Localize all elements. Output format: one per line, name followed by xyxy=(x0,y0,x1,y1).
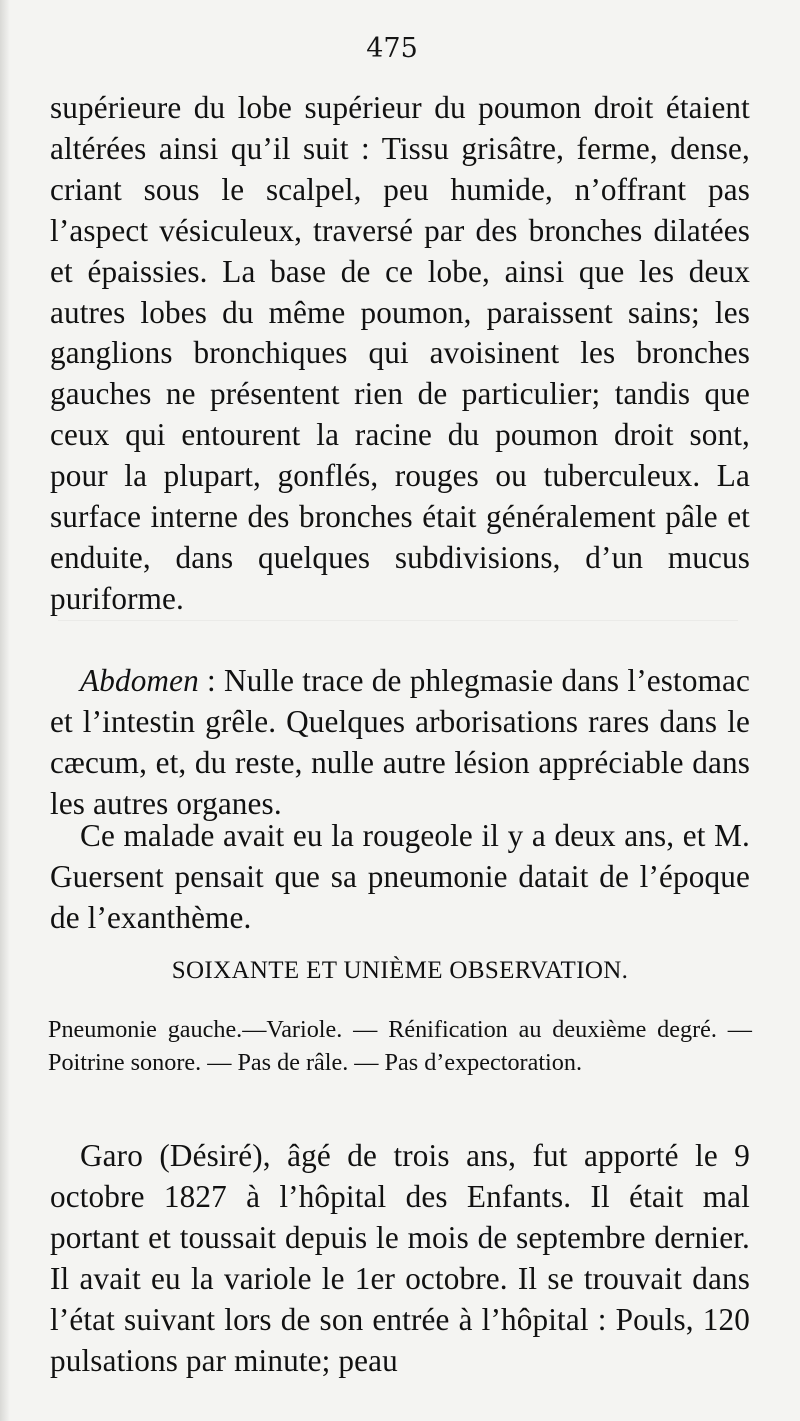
abdomen-paragraph-block xyxy=(50,661,750,825)
bleed-through-line xyxy=(58,620,738,621)
page-edge xyxy=(0,0,10,1421)
paragraph-4: Garo (Désiré), âgé de trois ans, fut apporté le 9 octobre 1827 à l’hôpital des Enfants. Il était mal portant et toussait depuis le mois de septembre dernier. Il avait eu la variole le 1er octobre. Il se trouvait dans l’état suivant lors de son entrée à l’hôpital : Pouls, 120 pulsations par minute; peau xyxy=(50,1138,750,1378)
page-number: 475 xyxy=(366,33,418,64)
abdomen-text: : Nulle trace de phlegmasie dans l’estomac et l’intestin grêle. Quelques arborisations rares dans le cæcum, et, du reste, nulle autre lésion appréciable dans les autres organes. xyxy=(50,663,750,821)
paragraph-1: supérieure du lobe supérieur du poumon droit étaient altérées ainsi qu’il suit : Tissu grisâtre, ferme, dense, criant sous le scalpel, peu humide, n’offrant pas l’aspect vésiculeux, traversé par des bronches dilatées et épaissies. La base de ce lobe, ainsi que les deux autres lobes du même poumon, paraissent sains; les ganglions bronchiques qui avoisinent les bronches gauches ne présentent rien de particulier; tandis que ceux qui entourent la racine du poumon droit sont, pour la plupart, gonflés, rouges ou tuberculeux. La surface interne des bronches était généralement pâle et enduite, dans quelques subdivisions, d’un mucus puriforme. xyxy=(50,90,750,616)
observation-summary: Pneumonie gauche.—Variole. — Rénification au deuxième degré. — Poitrine sonore. — Pas de râle. — Pas d’expectoration. xyxy=(48,1016,752,1076)
observation-body-block xyxy=(50,1136,750,1381)
measles-paragraph-block xyxy=(50,816,750,939)
section-title: SOIXANTE ET UNIÈME OBSERVATION. xyxy=(171,957,629,984)
paragraph-3: Ce malade avait eu la rougeole il y a deux ans, et M. Guersent pensait que sa pneumonie datait de l’époque de l’exanthème. xyxy=(50,818,750,935)
first-paragraph-block xyxy=(50,88,750,620)
abdomen-label: Abdomen xyxy=(80,663,199,698)
paragraph-2 xyxy=(50,661,750,825)
